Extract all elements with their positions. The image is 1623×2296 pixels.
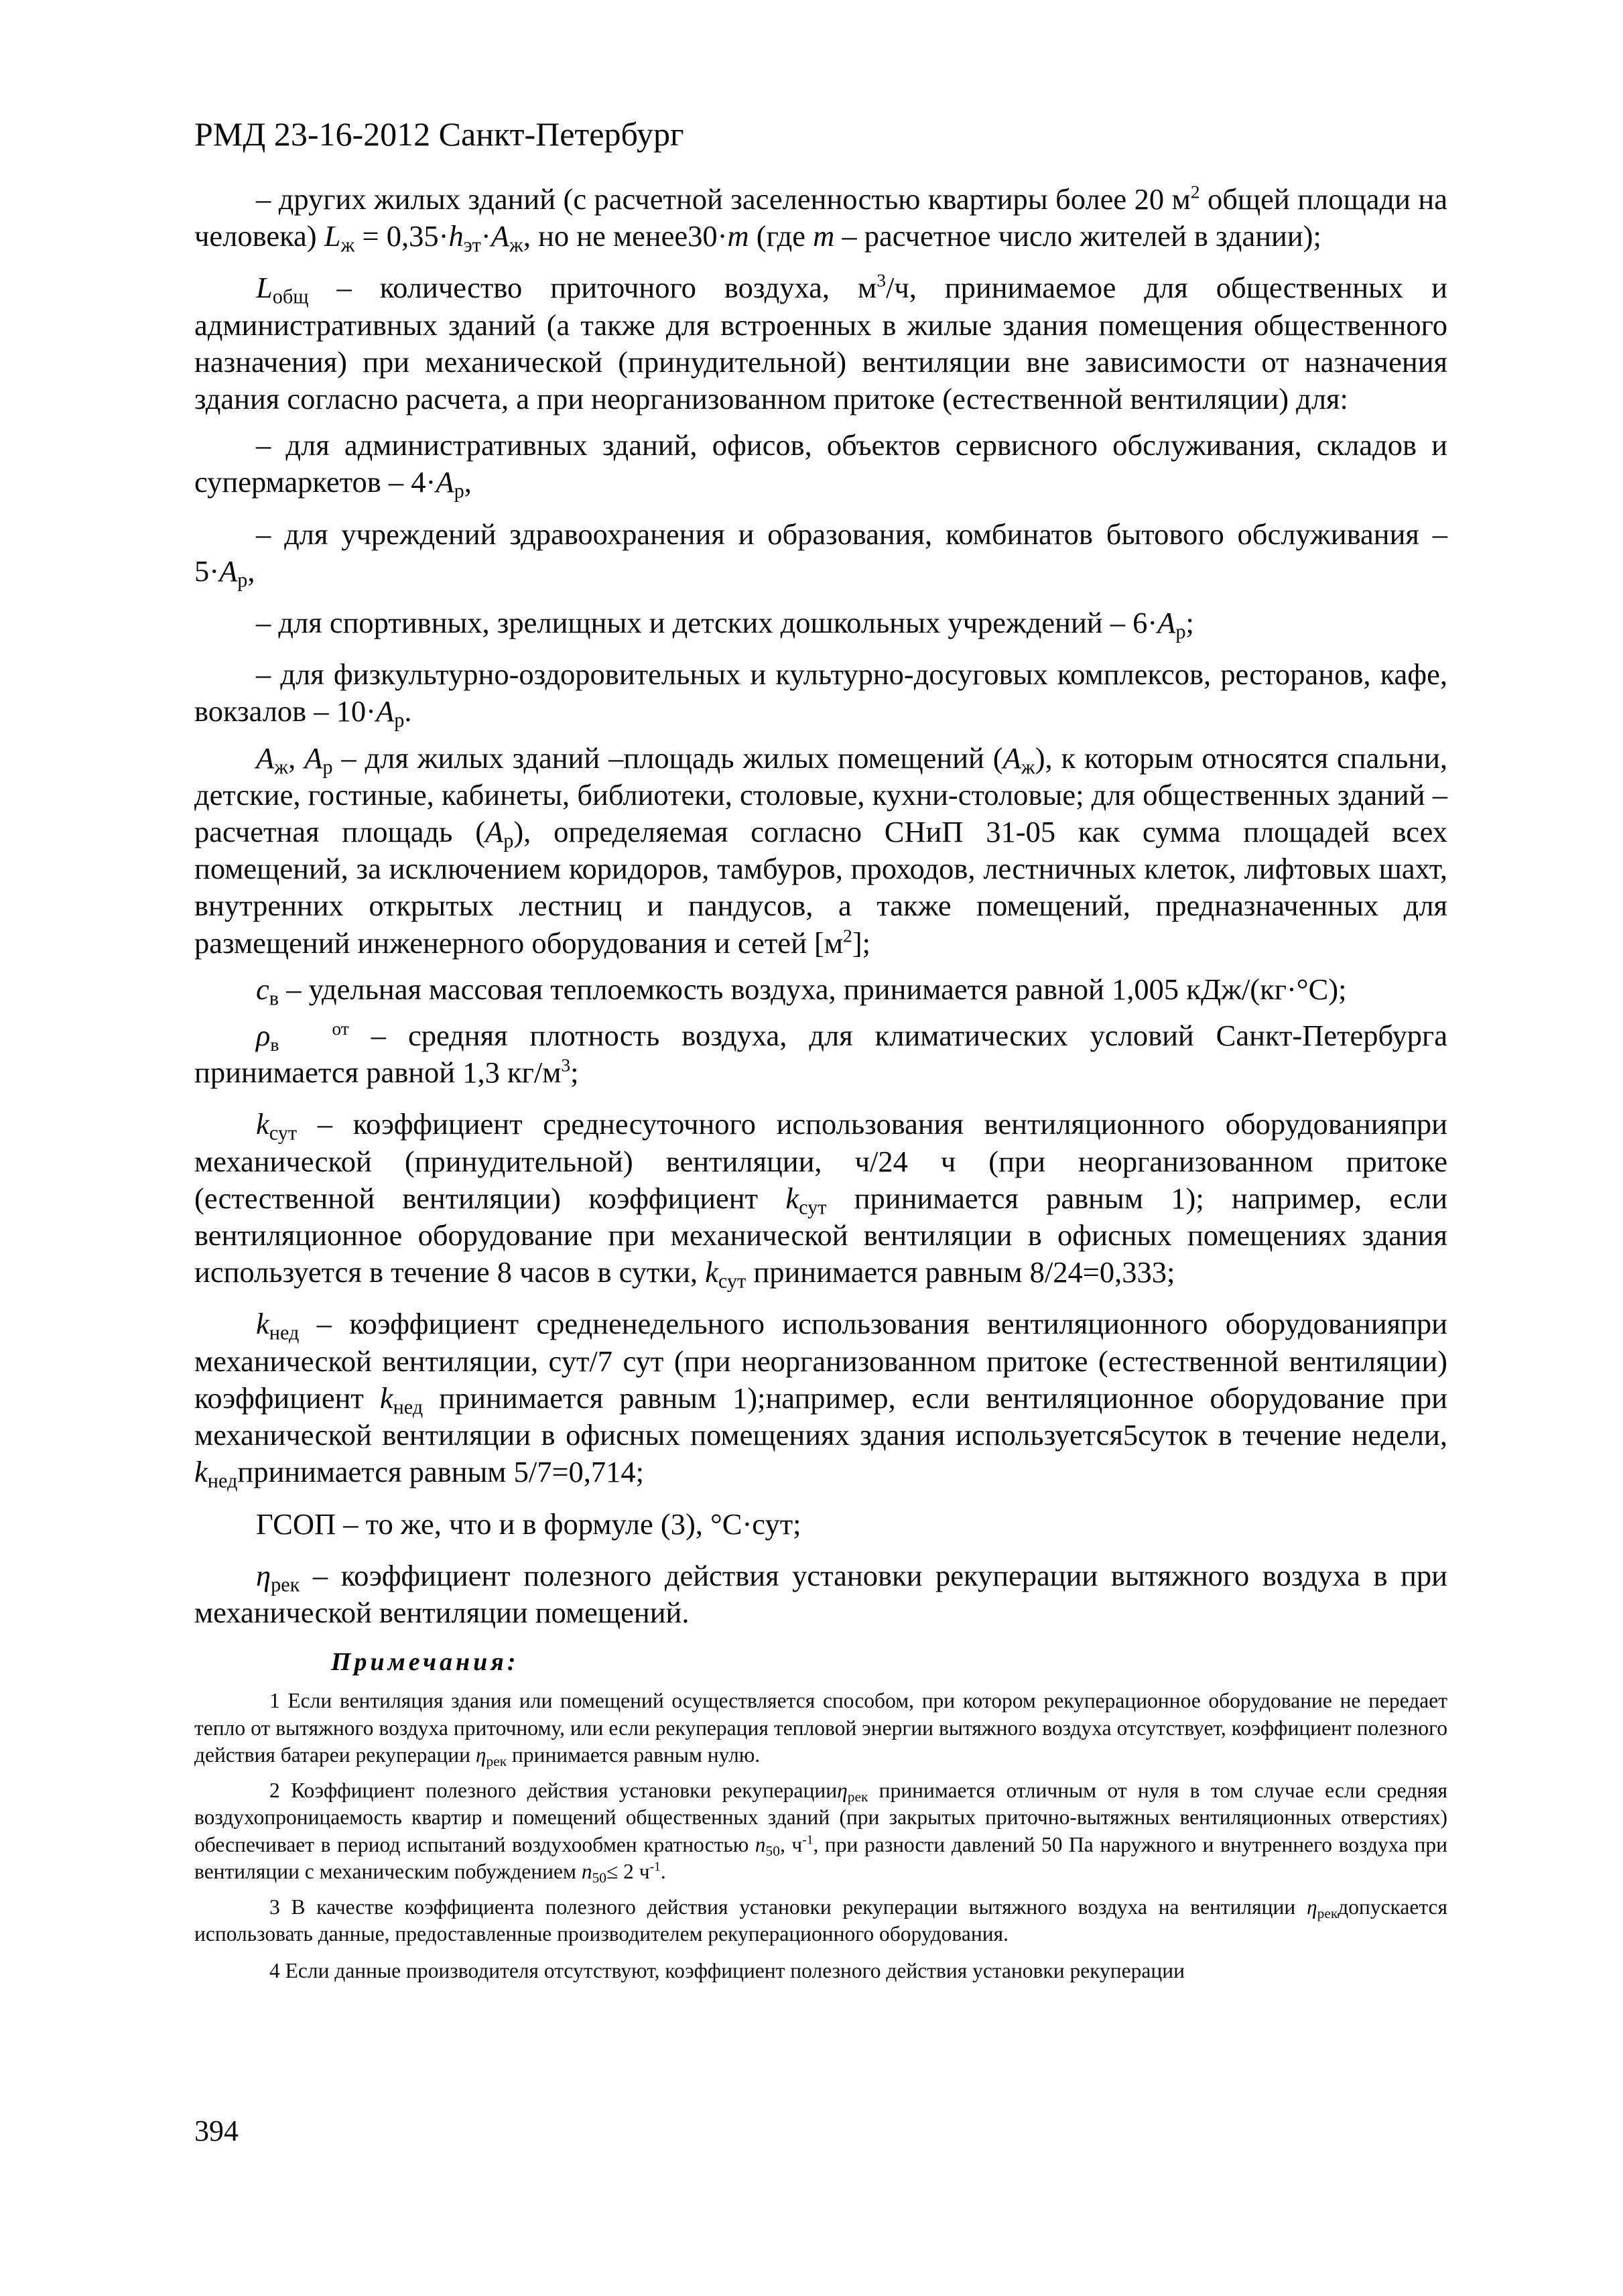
paragraph-heat-capacity: $c_в$ – удельная массовая теплоемкость воздуха, принимается равной 1,005 кДж/(кг·°С); [256,972,1347,1010]
list-item-fitness: – для физкультурно-оздоровительных и культурно-досуговых комплексов, ресторанов, кафе, вокзалов – $10\cdot А_р$. [194,657,1447,732]
note-item-3: 3 В качестве коэффициента полезного действия установки рекуперации вытяжного воздуха на вентиляции $\eta_{рек}допускается$ использовать данные, предоставленные производителем рекуперационного оборудования. [194,1895,1447,1946]
note-item-2: 2 Коэффициент полезного действия установки рекуперацииη$_{рек}$ принимается отличным от нуля в том случае если средняя воздухопроницаемость квартир и помещений общественных зданий (при закрытых приточно-вытяжных вентиляционных отверстиях) обеспечивает в период испытаний воздухообмен кратностью $n_{50}$, $ч^{-1}$, при разности давлений 50 Па наружного и внутреннего воздуха при вентиляции с механическим побуждением $n_{50}\le 2$ $ч^{-1}$. [194,1778,1447,1887]
page-number: 394 [194,2114,239,2147]
paragraph-recuperation-efficiency: $\eta_{рек}$ – коэффициент полезного действия установки рекуперации вытяжного воздуха в при механической вентиляции помещений. [194,1558,1447,1629]
paragraph-other-residential: – других жилых зданий (с расчетной заселенностью квартиры более 20 $м^2$ общей площади на человека) $L_ж = 0,35\cdot h_{эт}\cdot А_ж$, но не менее30·m (где m – расчетное число жителей в здании); [194,181,1447,257]
note-item-1: 1 Если вентиляция здания или помещений осуществляется способом, при котором рекуперационное оборудование не передает тепло от вытяжного воздуха приточному, или если рекуперация тепловой энергии вытяжного воздуха отсутствует, коэффициент полезного действия батареи рекуперации $\eta_{рек}$ принимается равным нулю. [194,1689,1447,1770]
paragraph-k-daily: $k_{сут}$ – коэффициент среднесуточного использования вентиляционного оборудованияпри механической (принудительной) вентиляции, ч/24 ч (при неорганизованном притоке (естественной вентиляции) коэффициент $k_{сут}$ принимается равным 1); например, если вентиляционное оборудование при механической вентиляции в офисных помещениях здания используется в течение 8 часов в сутки, $k_{сут}$ принимается равным 8/24=0,333; [194,1107,1448,1293]
paragraph-gsop: ГСОП – то же, что и в формуле (3), °С·сут; [256,1507,801,1541]
list-item-administrative: – для административных зданий, офисов, объектов сервисного обслуживания, складов и супермаркетов – $4\cdot А_р$, [194,428,1447,503]
list-item-sports: – для спортивных, зрелищных и детских дошкольных учреждений – $6\cdot А_р$; [256,606,1194,643]
document-header: РМД 23-16-2012 Санкт-Петербург [194,115,684,153]
paragraph-k-weekly: $k_{нед}$ – коэффициент средненедельного использования вентиляционного оборудованияпри механической вентиляции, сут/7 сут (при неорганизованном притоке (естественной вентиляции) коэффициент $k_{нед}$ принимается равным 1);например, если вентиляционное оборудование при механической вентиляции в офисных помещениях здания используется5суток в течение недели, $k_{нед}принимается$ равным 5/7=0,714; [194,1307,1447,1492]
note-item-4: 4 Если данные производителя отсутствуют, коэффициент полезного действия установки рекуперации [269,1958,1185,1982]
notes-section [194,1687,1447,1984]
paragraph-area-definition: $А_ж$, $А_р$ – для жилых зданий –площадь жилых помещений $(А_ж)$, к которым относятся спальни, детские, гостиные, кабинеты, библиотеки, столовые, кухни-столовые; для общественных зданий – расчетная площадь $(А_р)$, определяемая согласно СНиП 31-05 как сумма площадей всех помещений, за исключением коридоров, тамбуров, проходов, лестничных клеток, лифтовых шахт, внутренних открытых лестниц и пандусов, а также помещений, предназначенных для размещений инженерного оборудования и сетей $[м^2]$; [194,741,1448,960]
paragraph-air-density: ρ от в – средняя плотность воздуха, для климатических условий Санкт-Петербурга принимается равной 1,3 $кг/м^3$; [194,1017,1447,1090]
list-item-healthcare: – для учреждений здравоохранения и образования, комбинатов бытового обслуживания – $5\cdot А_р$, [194,517,1447,592]
notes-title: Примечания: [331,1648,519,1677]
page-body [194,181,1447,1984]
density-index: от в [270,1017,349,1056]
paragraph-l-total: $L_{общ}$ – количество приточного воздуха, $м^3/ч$, принимаемое для общественных и административных зданий (а также для встроенных в жилые здания помещения общественного назначения) при механической (принудительной) вентиляции вне зависимости от назначения здания согласно расчета, а при неорганизованном притоке (естественной вентиляции) для: [194,269,1447,416]
